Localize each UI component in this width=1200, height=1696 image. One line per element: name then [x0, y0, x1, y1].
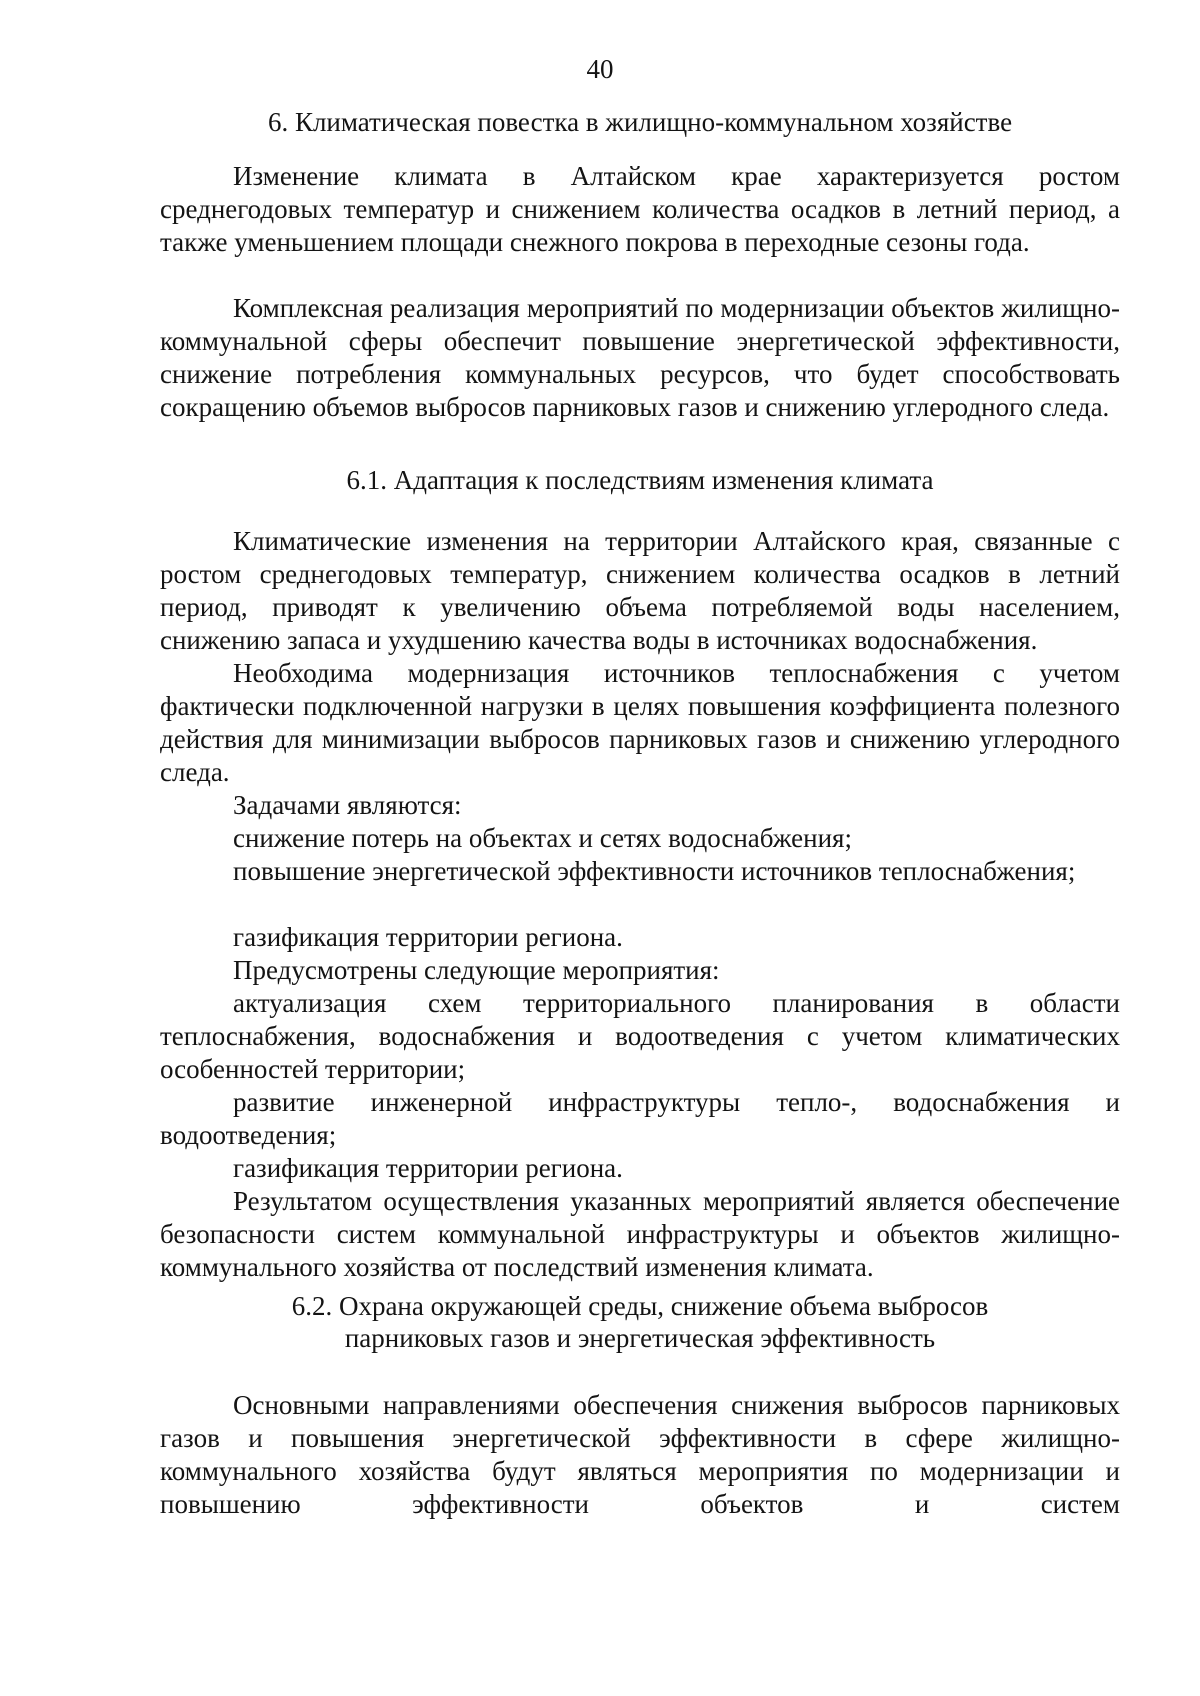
section-6-1-paragraph-1: Климатические изменения на территории Алтайского края, связанные с ростом среднегодовых температур, снижением количества осадков в летний период, приводят к увеличению объема потребляемой воды населением, снижению запаса и ухудшению качества воды в источниках водоснабжения. — [160, 526, 1120, 655]
measure-item-2: развитие инженерной инфраструктуры тепло-, водоснабжения и водоотведения; — [160, 1087, 1120, 1150]
task-item-3: газификация территории региона. — [233, 922, 623, 952]
measure-item-1: актуализация схем территориального планирования в области теплоснабжения, водоснабжения и водоотведения с учетом климатических особенностей территории; — [160, 988, 1120, 1084]
section-6-paragraph-1: Изменение климата в Алтайском крае характеризуется ростом среднегодовых температур и снижением количества осадков в летний период, а также уменьшением площади снежного покрова в переходные сезоны года. — [160, 161, 1120, 257]
section-6-1-result-paragraph: Результатом осуществления указанных мероприятий является обеспечение безопасности систем коммунальной инфраструктуры и объектов жилищно-коммунального хозяйства от последствий изменения климата. — [160, 1186, 1120, 1282]
section-6-paragraph-2: Комплексная реализация мероприятий по модернизации объектов жилищно-коммунальной сферы обеспечит повышение энергетической эффективности, снижение потребления коммунальных ресурсов, что будет способствовать сокращению объемов выбросов парниковых газов и снижению углеродного следа. — [160, 293, 1120, 422]
section-6-2-heading — [160, 1290, 1120, 1354]
section-6-2-heading-line-1: 6.2. Охрана окружающей среды, снижение объема выбросов — [291, 1291, 989, 1321]
section-6-2-paragraph-1: Основными направлениями обеспечения снижения выбросов парниковых газов и повышения энергетической эффективности в сфере жилищно-коммунального хозяйства будут являться мероприятия по модернизации и повышению эффективности объектов и систем — [160, 1390, 1120, 1519]
tasks-intro: Задачами являются: — [233, 790, 462, 820]
task-item-1: снижение потерь на объектах и сетях водоснабжения; — [233, 823, 852, 853]
section-6-1-paragraph-2: Необходима модернизация источников теплоснабжения с учетом фактически подключенной нагрузки в целях повышения коэффициента полезного действия для минимизации выбросов парниковых газов и снижению углеродного следа. — [160, 658, 1120, 787]
section-6-2-heading-line-2: парниковых газов и энергетическая эффективность — [344, 1323, 936, 1353]
section-6-heading: 6. Климатическая повестка в жилищно-коммунальном хозяйстве — [267, 107, 1013, 137]
section-6-1-heading: 6.1. Адаптация к последствиям изменения климата — [346, 465, 934, 495]
measures-intro: Предусмотрены следующие мероприятия: — [233, 955, 720, 985]
task-item-2: повышение энергетической эффективности источников теплоснабжения; — [233, 856, 1076, 886]
measure-item-3: газификация территории региона. — [233, 1153, 623, 1183]
page-number: 40 — [586, 54, 614, 84]
